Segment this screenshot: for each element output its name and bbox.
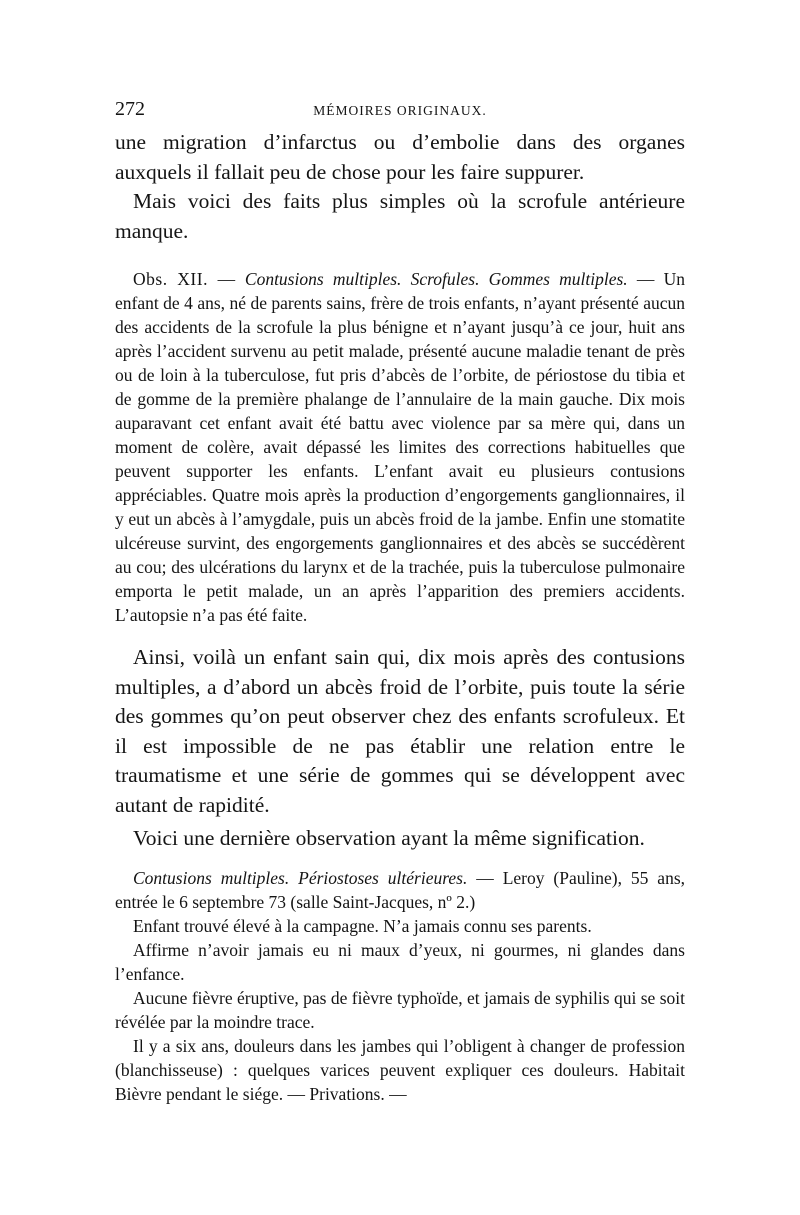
paragraph-4: Voici une dernière observation ayant la même signification. <box>133 826 645 850</box>
page-number: 272 <box>115 98 145 120</box>
case-line-4: Il y a six ans, douleurs dans les jambes qui l’obligent à changer de profession (blanchisseuse) : quelques varices peuvent expliquer ces douleurs. Habitait Bièvre pendant le siége. — Privations. — <box>115 1035 685 1104</box>
observation-body: — Un enfant de 4 ans, né de parents sains, frère de trois enfants, n’ayant présenté aucun des accidents de la scrofule la plus bénigne et n’ayant jusqu’à ce jour, huit ans après l’accident survenu au petit malade, présenté aucune maladie tenant de près ou de loin à la tuberculose, fut pris d’abcès de l’orbite, de périostose du tibia et de gomme de la première phalange de l’annulaire de la main gauche. Dix mois auparavant cet enfant avait été battu avec violence par sa mère qui, dans un moment de colère, avait dépassé les limites des corrections habituelles que peuvent supporter les enfants. L’enfant avait eu plusieurs contusions appréciables. Quatre mois après la production d’engorgements ganglionnaires, il y eut un abcès à l’amygdale, puis un abcès froid de la jambe. Enfin une stomatite ulcéreuse survint, des engorgements ganglionnaires et des abcès se succédèrent au cou; des ulcérations du larynx et de la trachée, puis la tuberculose pulmonaire emporta le petit malade, un an après l’apparition des premiers accidents. L’autopsie n’a pas été faite. <box>115 269 686 625</box>
observation-xii <box>115 267 685 627</box>
observation-title: Contusions multiples. Scrofules. Gommes multiples. <box>244 269 628 289</box>
paragraph-1: une migration d’infarctus ou d’embolie dans des organes auxquels il fallait peu de chose pour les faire suppurer. <box>115 130 685 184</box>
case-line-3: Aucune fièvre éruptive, pas de fièvre typhoïde, et jamais de syphilis qui se soit révélée par la moindre trace. <box>115 987 685 1032</box>
observation-label: Obs. XII. — <box>133 269 236 289</box>
page-header <box>115 98 685 122</box>
case-intro: — Leroy (Pauline), 55 ans, entrée le 6 septembre 73 (salle Saint-Jacques, nº 2.) <box>115 867 686 912</box>
page-body <box>115 128 685 1106</box>
case-title: Contusions multiples. Périostoses ultérieures. <box>133 867 468 888</box>
case-line-2: Affirme n’avoir jamais eu ni maux d’yeux, ni gourmes, ni glandes dans l’enfance. <box>115 939 685 984</box>
case-line-1: Enfant trouvé élevé à la campagne. N’a jamais connu ses parents. <box>133 915 592 936</box>
case-heading <box>115 866 685 914</box>
paragraph-2: Mais voici des faits plus simples où la scrofule antérieure manque. <box>115 189 685 243</box>
running-title: MÉMOIRES ORIGINAUX. <box>313 103 487 118</box>
paragraph-3: Ainsi, voilà un enfant sain qui, dix mois après des contusions multiples, a d’abord un abcès froid de l’orbite, puis toute la série des gommes qu’on peut observer chez des enfants scrofuleux. Et il est impossible de ne pas établir une relation entre le traumatisme et une série de gommes qui se développent avec autant de rapidité. <box>115 645 685 817</box>
